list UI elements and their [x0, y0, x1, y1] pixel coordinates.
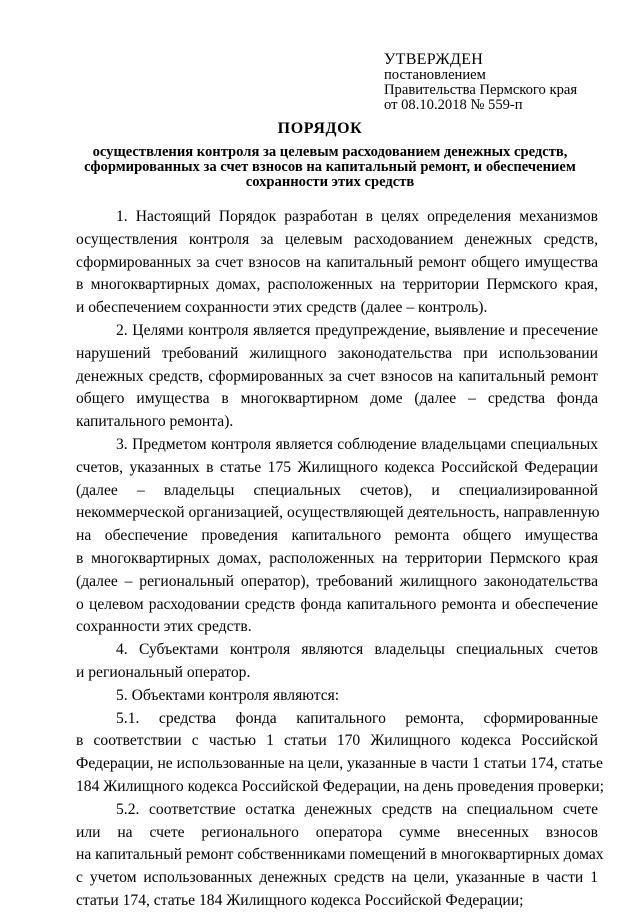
subtitle-line: сформированных за счет взносов на капитальный ремонт, и обеспечением	[84, 159, 576, 175]
paragraph-line: 4. Субъектами контроля являются владельцы специальных счетов	[116, 641, 598, 659]
paragraph-line: 5.2. соответствие остатка денежных средств на специальном счете	[116, 800, 598, 818]
paragraph-line: на капитальный ремонт собственниками помещений в многоквартирных домах	[76, 846, 604, 864]
paragraph-line: сформированных за счет взносов на капитальный ремонт общего имущества	[76, 253, 598, 271]
paragraph-line: нарушений требований жилищного законодательства при использовании	[76, 344, 598, 362]
paragraph-line: 2. Целями контроля является предупреждение, выявление и пресечение	[116, 321, 598, 339]
paragraph-line: статьи 174, статье 184 Жилищного кодекса Российской Федерации;	[76, 891, 524, 909]
subtitle-line: сохранности этих средств	[245, 174, 415, 190]
approval-line: постановлением	[384, 67, 486, 83]
paragraph-line: и региональный оператор.	[76, 663, 251, 681]
paragraph	[76, 708, 604, 799]
paragraph-line: 5.1. средства фонда капитального ремонта, сформированные	[116, 709, 598, 727]
paragraph-line: некоммерческой организацией, осуществляющей деятельность, направленную	[76, 504, 600, 522]
approval-line: Правительства Пермского края	[384, 82, 578, 98]
approval-heading: УТВЕРЖДЕН	[384, 51, 484, 68]
paragraph-line: и обеспечением сохранности этих средств (далее – контроль).	[76, 299, 488, 317]
paragraph	[76, 320, 598, 434]
approval-line: от 08.10.2018 № 559-п	[384, 97, 523, 113]
document-title: ПОРЯДОК	[277, 120, 363, 137]
subtitle-line: осуществления контроля за целевым расходованием денежных средств,	[92, 144, 568, 160]
document-subtitle	[60, 145, 600, 190]
paragraph-line: (далее – региональный оператор), требований жилищного законодательства	[76, 572, 598, 590]
paragraph-line: денежных средств, сформированных за счет взносов на капитальный ремонт	[76, 367, 598, 385]
paragraph-line: 184 Жилищного кодекса Российской Федерации, на день проведения проверки;	[76, 777, 604, 795]
document-body	[76, 206, 604, 913]
paragraph-line: (далее – владельцы специальных счетов), и специализированной	[76, 481, 598, 499]
paragraph	[76, 799, 604, 913]
paragraph-line: 5. Объектами контроля являются:	[116, 686, 340, 704]
paragraph	[76, 685, 598, 708]
paragraph	[76, 639, 598, 685]
paragraph-line: о целевом расходовании средств фонда капитального ремонта и обеспечение	[76, 595, 598, 613]
paragraph	[76, 206, 598, 320]
paragraph-line: или на счете регионального оператора сумме внесенных взносов	[76, 823, 598, 841]
paragraph	[76, 434, 598, 639]
paragraph-line: в соответствии с частью 1 статьи 170 Жилищного кодекса Российской	[76, 732, 598, 750]
approval-block	[384, 52, 577, 113]
paragraph-line: в многоквартирных домах, расположенных на территории Пермского края	[76, 549, 598, 567]
paragraph-line: общего имущества в многоквартирном доме (далее – средства фонда	[76, 390, 598, 408]
paragraph-line: осуществления контроля за целевым расходованием денежных средств,	[76, 230, 598, 248]
paragraph-line: сохранности этих средств.	[76, 618, 252, 636]
paragraph-line: с учетом использованных денежных средств на цели, указанные в части 1	[76, 869, 598, 887]
paragraph-line: 3. Предметом контроля является соблюдение владельцами специальных	[116, 435, 598, 453]
paragraph-line: капитального ремонта).	[76, 413, 234, 431]
paragraph-line: Федерации, не использованные на цели, указанные в части 1 статьи 174, статье	[76, 755, 603, 773]
paragraph-line: в многоквартирных домах, расположенных на территории Пермского края,	[76, 276, 598, 294]
paragraph-line: на обеспечение проведения капитального ремонта общего имущества	[76, 527, 598, 545]
paragraph-line: счетов, указанных в статье 175 Жилищного кодекса Российской Федерации	[76, 458, 598, 476]
paragraph-line: 1. Настоящий Порядок разработан в целях определения механизмов	[116, 208, 598, 225]
